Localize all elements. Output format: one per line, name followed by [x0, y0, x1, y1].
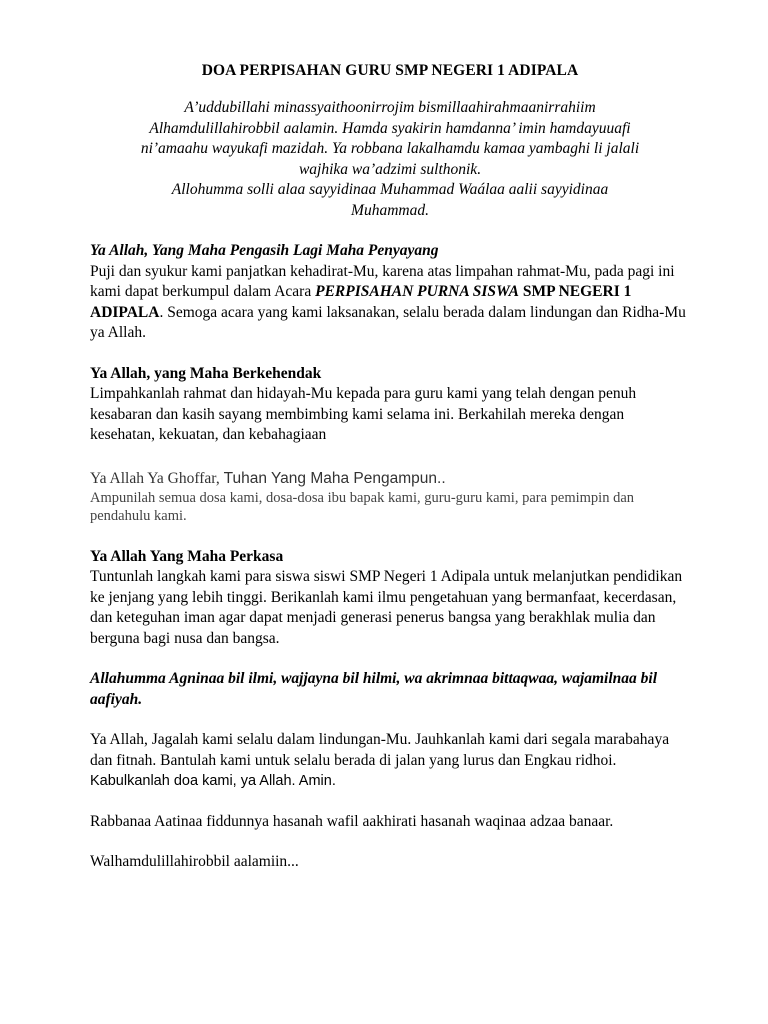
section-maha-berkehendak	[90, 364, 690, 446]
section-paragraph	[90, 262, 690, 344]
section-rabbanaa	[90, 812, 690, 833]
section-paragraph: Ampunilah semua dosa kami, dosa-dosa ibu bapak kami, guru-guru kami, para pemimpin dan pendahulu kami.	[90, 489, 635, 524]
section-maha-pengasih	[90, 241, 690, 344]
opening-prayer	[90, 98, 690, 221]
paragraph-text: Ya Allah, Jagalah kami selalu dalam lindungan-Mu. Jauhkanlah kami dari segala marabahaya dan fitnah. Bantulah kami untuk selalu berada di jalan yang lurus dan Engkau ridhoi.	[90, 731, 670, 769]
section-heading: Ya Allah Yang Maha Perkasa	[90, 547, 284, 565]
heading-serif-part: Ya Allah Ya Ghoffar,	[90, 469, 224, 487]
opening-line: ni’amaahu wayukafi mazidah. Ya robbana lakalhamdu kamaa yambaghi li jalali	[140, 140, 640, 157]
opening-line: Allohumma solli alaa sayyidinaa Muhammad Waálaa aalii sayyidinaa	[171, 181, 609, 198]
section-heading: Ya Allah, Yang Maha Pengasih Lagi Maha Penyayang	[90, 242, 439, 259]
document-title: DOA PERPISAHAN GURU SMP NEGERI 1 ADIPALA	[201, 62, 579, 79]
section-paragraph: Limpahkanlah rahmat dan hidayah-Mu kepada para guru kami yang telah dengan penuh kesabaran dan kasih sayang membimbing kami selama ini. Berkahilah mereka dengan kesehatan, kekuatan, dan kebahagiaan	[90, 385, 637, 443]
section-allahumma	[90, 669, 690, 710]
section-paragraph: Rabbanaa Aatinaa fiddunnya hasanah wafil aakhirati hasanah waqinaa adzaa banaar.	[90, 812, 614, 830]
section-heading: Ya Allah, yang Maha Berkehendak	[90, 364, 322, 382]
opening-line: Muhammad.	[351, 201, 429, 219]
opening-line: Alhamdulillahirobbil aalamin. Hamda syakirin hamdanna’ imin hamdayuuafi	[149, 119, 631, 137]
section-perlindungan	[90, 730, 690, 792]
heading-sans-part: Tuhan Yang Maha Pengampun..	[223, 469, 446, 487]
opening-line: A’uddubillahi minassyaithoonirrojim bismillaahirahmaanirrahiim	[184, 99, 596, 116]
school-name-emphasis: SMP NEGERI 1 ADIPALA	[90, 283, 632, 321]
section-maha-perkasa	[90, 547, 690, 650]
amin-text: Kabulkanlah doa kami, ya Allah. Amin.	[90, 773, 336, 789]
event-name-emphasis: PERPISAHAN PURNA SISWA	[315, 283, 519, 300]
document-page	[90, 62, 690, 893]
section-paragraph	[90, 730, 690, 792]
opening-line: wajhika wa’adzimi sulthonik.	[298, 160, 482, 178]
arabic-prayer-text: Allahumma Agninaa bil ilmi, wajjayna bil hilmi, wa akrimnaa bittaqwaa, wajamilnaa bil aafiyah.	[90, 670, 658, 708]
section-closing	[90, 852, 690, 873]
paragraph-text: Puji dan syukur kami panjatkan kehadirat-Mu, karena atas limpahan rahmat-Mu, pada pagi ini kami dapat berkumpul dalam Acara	[90, 262, 675, 300]
section-paragraph: Tuntunlah langkah kami para siswa siswi SMP Negeri 1 Adipala untuk melanjutkan pendidikan ke jenjang yang lebih tinggi. Berikanlah kami ilmu pengetahuan yang bermanfaat, kecerdasan, dan keteguhan iman agar dapat menjadi generasi penerus bangsa yang berakhlak mulia dan berguna bagi nusa dan bangsa.	[90, 568, 683, 647]
closing-text: Walhamdulillahirobbil aalamiin...	[90, 853, 299, 870]
section-heading	[90, 469, 690, 489]
section-ya-ghoffar	[90, 469, 690, 525]
paragraph-text: . Semoga acara yang kami laksanakan, selalu berada dalam lindungan dan Ridha-Mu ya Allah.	[90, 303, 686, 341]
